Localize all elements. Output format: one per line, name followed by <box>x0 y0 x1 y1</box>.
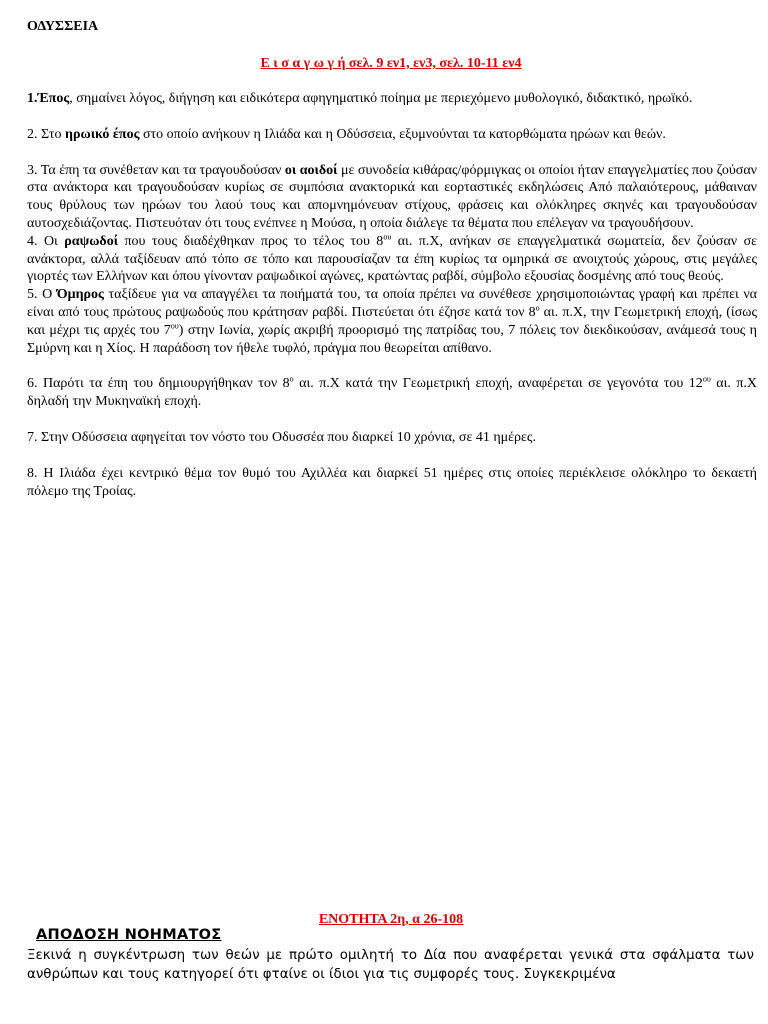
paragraph-1: 1.Έπος, σημαίνει λόγος, διήγηση και ειδικότερα αφηγηματικό ποίημα με περιεχόμενο μυθολογικό, διδακτικό, ηρωϊκό. <box>27 91 693 106</box>
paragraph-1-bold: 1.Έπος <box>27 91 70 106</box>
body-text <box>27 90 757 500</box>
paragraph-6: 6. Παρότι τα έπη του δημιουργήθηκαν τον $8^o$ αι. π.Χ κατά την Γεωμετρική εποχή, αναφέρεται σε γεγονότα του $12^{o\upsilon}$ αι. π.Χ δηλαδή την Μυκηναϊκή εποχή. <box>27 374 758 410</box>
apodosi-heading: ΑΠΟΔΟΣΗ ΝΟΗΜΑΤΟΣ <box>36 927 222 943</box>
paragraph-3-bold: οι αοιδοί <box>284 162 338 178</box>
paragraph-5: 5. Ο Όμηρος ταξίδευε για να απαγγέλει τα ποιήματά του, τα οποία πρέπει να συνέθεσε χρησιμοποιώντας γραφή και πρέπει να είναι από τους πρώτους ραψωδούς που κράτησαν ραβδί. Πιστεύεται ότι έζησε κατά τον $8^o$ αι. π.Χ, την Γεωμετρική εποχή, (ίσως και μέχρι τις αρχές του $7^{o\upsilon}$) στην Ιωνία, χωρίς ακριβή προορισμό της πατρίδας του, 7 πόλεις τον διεκδικούσαν, ανάμεσά τους η Σμύρνη και η Χίος. Η παράδοση τον ήθελε τυφλό, πράγμα που θεωρείται απίθανο. <box>27 287 758 356</box>
section-2-heading: ΕΝΟΤΗΤΑ 2η, α 26-108 <box>318 912 464 927</box>
intro-heading: Ε ι σ α γ ω γ ή σελ. 9 εν1, εν3, σελ. 10-11 εν4 <box>260 56 522 71</box>
paragraph-4: 4. Οι ραψωδοί που τους διαδέχθηκαν προς το τέλος του $8^{o\upsilon}$ αι. π.Χ, ανήκαν σε επαγγελματικά σωματεία, δεν ζούσαν σε ανάκτορα, αλλά ταξίδευαν από τόπο σε τόπο και παρουσίαζαν τα έπη κυρίως τα ομηρικά σε ανοιχτούς χώρους, στις μεγάλες γιορτές των Ελλήνων και όπου γίνονταν ραψωδικοί αγώνες, κρατώντας ραβδί, σύμβολο εξουσίας δοσμένης από τους θεούς. <box>27 232 757 285</box>
paragraph-2: 2. Στο ηρωικό έπος στο οποίο ανήκουν η Ιλιάδα και η Οδύσσεια, εξυμνούνται τα κατορθώματα ηρώων και θεών. <box>27 126 666 142</box>
paragraph-5-bold: Όμηρος <box>56 287 104 303</box>
paragraph-2-bold: ηρωικό έπος <box>65 126 140 142</box>
paragraph-8: 8. Η Ιλιάδα έχει κεντρικό θέμα τον θυμό του Αχιλλέα και διαρκεί 51 ημέρες στις οποίες περιέκλεισε ολόκληρο το δεκαετή πόλεμο της Τροίας. <box>27 465 757 499</box>
apodosi-text: Ξεκινά η συγκέντρωση των θεών με πρώτο ομιλητή το Δία που αναφέρεται γενικά στα σφάλματα των ανθρώπων και τους κατηγορεί ότι φταίνε οι ίδιοι για τις συμφορές τους. Συγκεκριμένα <box>27 948 754 982</box>
paragraph-7: 7. Στην Οδύσσεια αφηγείται τον νόστο του Οδυσσέα που διαρκεί 10 χρόνια, σε 41 ημέρες. <box>27 429 536 445</box>
paragraph-3: 3. Τα έπη τα συνέθεταν και τα τραγουδούσαν οι αοιδοί με συνοδεία κιθάρας/φόρμιγκας οι οποίοι ήταν επαγγελματίες που ζούσαν στα ανάκτορα και τραγουδούσαν κυρίως σε συμπόσια ανακτορικά και εορταστικές εκδηλώσεις Από παλαιότερους, μάθαιναν τους θρύλους των ηρώων του λαού τους και απομνημόνευαν στίχους, φράσεις και ολόκληρες σκηνές και τραγουδούσαν αυτοσχεδιάζοντας. Πιστευόταν ότι τους ενέπνεε η Μούσα, η οποία διάλεγε τα θέματα που επέλεγαν να τραγουδήσουν. <box>27 162 757 231</box>
document-title: ΟΔΥΣΣΕΙΑ <box>27 19 99 34</box>
paragraph-4-bold: ραψωδοί <box>64 233 119 249</box>
